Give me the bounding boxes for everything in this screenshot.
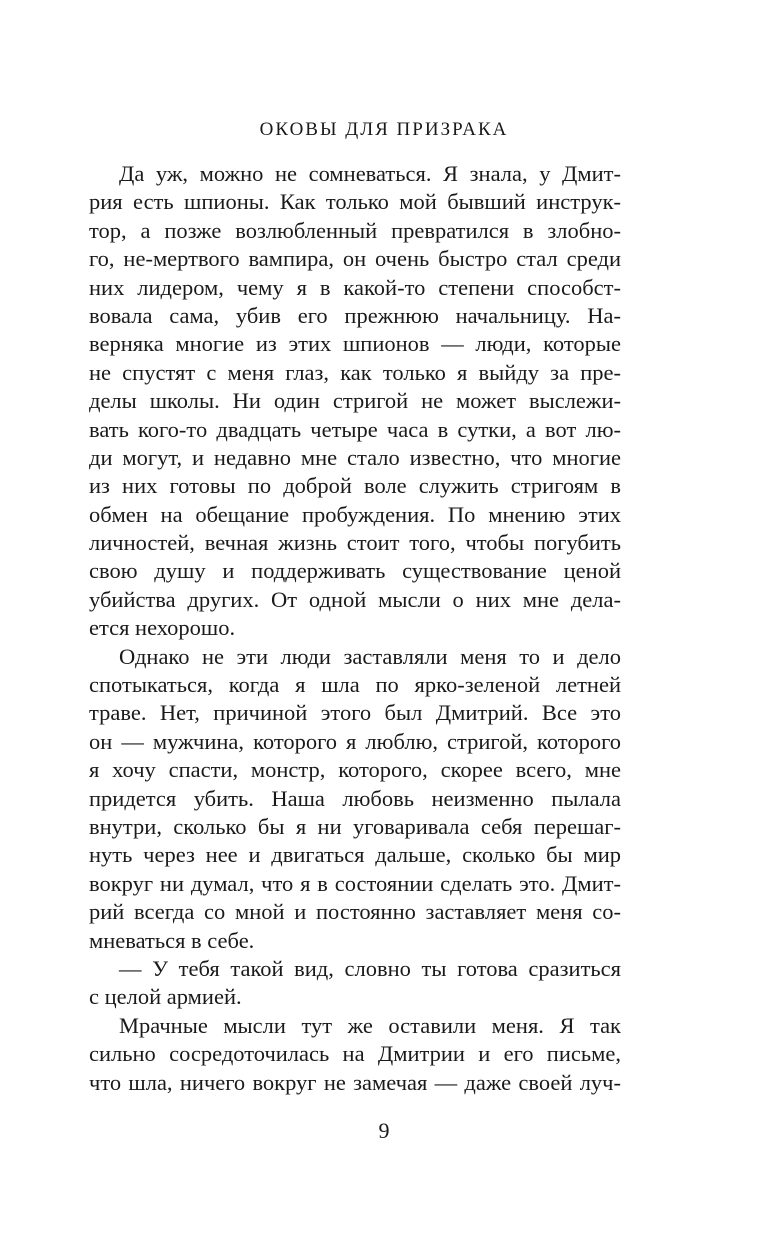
text-line: тор, а позже возлюбленный превратился в злобно- <box>89 217 621 243</box>
page-number: 9 <box>378 1118 390 1143</box>
text-line: них лидером, чему я в какой-то степени способст- <box>89 274 621 300</box>
text-line: вовала сама, убив его прежнюю начальницу. На- <box>89 302 621 328</box>
text-line: внутри, сколько бы я ни уговаривала себя перешаг- <box>89 813 621 839</box>
text-line: — У тебя такой вид, словно ты готова сразиться <box>119 955 621 981</box>
text-line: ди могут, и недавно мне стало известно, что многие <box>89 444 621 470</box>
text-line: спотыкаться, когда я шла по ярко-зеленой летней <box>89 672 621 698</box>
text-line: вокруг ни думал, что я в состоянии сделать это. Дмит- <box>89 870 621 896</box>
text-line: Однако не эти люди заставляли меня то и дело <box>119 643 621 669</box>
text-line: он — мужчина, которого я люблю, стригой, которого <box>89 728 621 754</box>
text-line: сильно сосредоточилась на Дмитрии и его письме, <box>89 1041 621 1067</box>
text-line: нуть через нее и двигаться дальше, сколько бы мир <box>89 842 621 868</box>
text-line: ется нехорошо. <box>89 615 236 641</box>
text-line: делы школы. Ни один стригой не может выслежи- <box>89 388 621 414</box>
text-line: что шла, ничего вокруг не замечая — даже своей луч- <box>89 1069 621 1095</box>
text-line: вать кого-то двадцать четыре часа в сутки, а вот лю- <box>89 416 621 442</box>
text-line: го, не-мертвого вампира, он очень быстро стал среди <box>89 246 621 272</box>
text-line: убийства других. От одной мысли о них мне дела- <box>89 586 621 612</box>
text-line: верняка многие из этих шпионов — люди, которые <box>89 331 621 357</box>
text-line: с целой армией. <box>89 984 242 1010</box>
text-line: Мрачные мысли тут же оставили меня. Я так <box>119 1012 621 1038</box>
text-line: из них готовы по доброй воле служить стригоям в <box>89 473 621 499</box>
body-text <box>89 160 621 1097</box>
text-line: я хочу спасти, монстр, которого, скорее всего, мне <box>89 757 621 783</box>
text-line: мневаться в себе. <box>89 927 255 953</box>
text-line: свою душу и поддерживать существование ценой <box>89 558 621 584</box>
running-head: ОКОВЫ ДЛЯ ПРИЗРАКА <box>259 119 509 140</box>
text-line: рия есть шпионы. Как только мой бывший инструк- <box>89 189 621 215</box>
text-line: не спустят с меня глаз, как только я выйду за пре- <box>89 359 621 385</box>
text-line: обмен на обещание пробуждения. По мнению этих <box>89 501 621 527</box>
text-line: придется убить. Наша любовь неизменно пылала <box>89 785 621 811</box>
text-line: траве. Нет, причиной этого был Дмитрий. Все это <box>89 700 621 726</box>
text-line: рий всегда со мной и постоянно заставляет меня со- <box>89 899 621 925</box>
text-line: Да уж, можно не сомневаться. Я знала, у Дмит- <box>119 161 621 186</box>
text-line: личностей, вечная жизнь стоит того, чтобы погубить <box>89 530 621 556</box>
